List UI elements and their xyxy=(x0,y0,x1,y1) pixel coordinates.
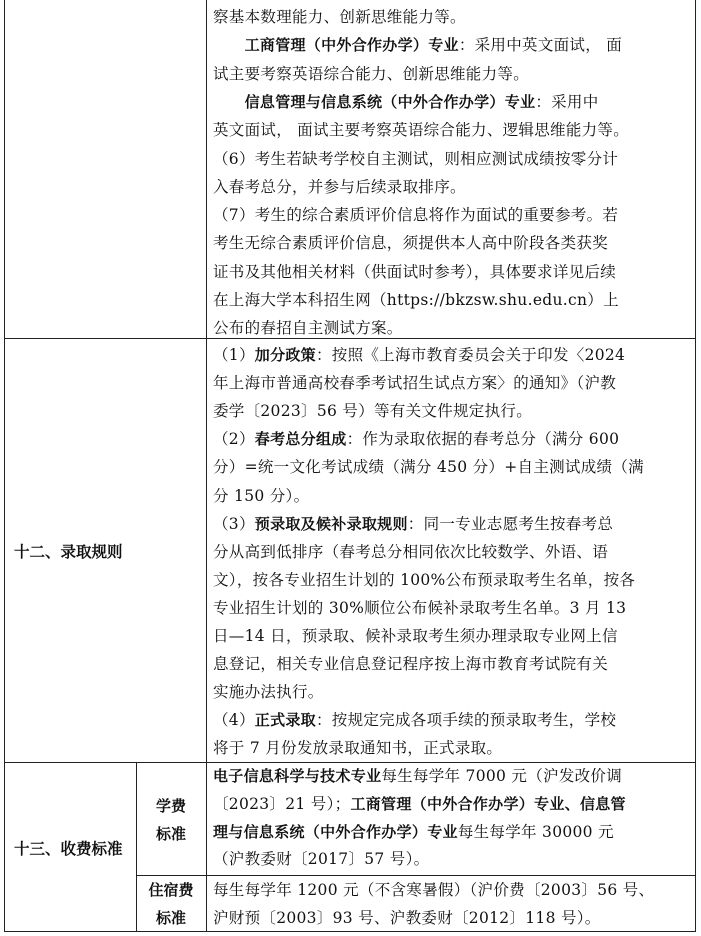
text-run: 每生每学年 1200 元（不含寒暑假）（沪价费〔2003〕56 号、 xyxy=(213,881,655,899)
text-run: （2） xyxy=(213,430,255,449)
text-run: 年上海市普通高校春季考试招生试点方案〉的通知》（沪教 xyxy=(213,374,617,393)
text-run: 日—14 日，预录取、候补录取考生须办理录取专业网上信 xyxy=(213,627,618,645)
text-line xyxy=(213,398,532,425)
text-line xyxy=(213,4,466,31)
text-line xyxy=(213,202,618,229)
text-line xyxy=(213,819,614,846)
text-run: 察基本数理能力、创新思维能力等。 xyxy=(213,8,466,26)
text-line xyxy=(213,454,644,481)
section-13-heading: 十三、收费标准 xyxy=(14,840,123,858)
text-line xyxy=(213,511,613,538)
bold-term: 电子信息科学与技术专业 xyxy=(213,767,382,785)
tuition-label-line: 标准 xyxy=(155,825,186,843)
text-line xyxy=(213,567,635,594)
text-line xyxy=(213,89,599,116)
text-run: 在上海大学本科招生网（https://bkzsw.shu.edu.cn）上 xyxy=(213,291,619,309)
text-run: 委学〔2023〕56 号）等有关文件规定执行。 xyxy=(213,402,532,421)
text-run: 证书及其他相关材料（供面试时参考），具体要求详见后续 xyxy=(213,262,617,281)
text-run: 专业招生计划的 30%顺位公布候补录取考生名单。3 月 13 xyxy=(213,598,627,617)
text-run: （7）考生的综合素质评价信息将作为面试的重要参考。若 xyxy=(213,206,619,225)
text-run: （3） xyxy=(213,514,255,533)
text-run: 分从高到低排序（春考总分相同依次比较数学、外语、语 xyxy=(213,542,609,561)
text-line xyxy=(213,117,629,144)
text-run: ：采用中 xyxy=(535,92,599,111)
text-line xyxy=(213,651,608,678)
text-line xyxy=(213,791,626,818)
text-line xyxy=(213,32,622,59)
text-run: ：按照《上海市教育委员会关于印发〈2024 xyxy=(315,346,626,364)
text-run: 息登记，相关专业信息登记程序按上海市教育考试院有关 xyxy=(213,655,609,674)
text-line xyxy=(213,259,616,286)
bold-term: 工商管理（中外合作办学）专业 xyxy=(244,36,459,55)
text-run: 〔2023〕21 号）； xyxy=(213,794,351,813)
text-line xyxy=(213,846,429,873)
text-run: （沪教委财〔2017〕57 号）。 xyxy=(213,850,430,869)
text-run: ：按规定完成各项手续的预录取考生，学校 xyxy=(315,711,617,730)
table-right-border xyxy=(695,0,696,932)
bold-term: 信息管理与信息系统（中外合作办学）专业 xyxy=(244,92,536,111)
text-run: 公布的春招自主测试方案。 xyxy=(213,319,403,338)
text-line xyxy=(213,623,618,650)
text-line xyxy=(213,707,616,734)
text-line xyxy=(213,174,466,201)
text-line xyxy=(213,370,616,397)
text-line xyxy=(213,877,654,904)
housing-label xyxy=(141,876,201,932)
text-run: 分 150 分）。 xyxy=(213,486,310,505)
tuition-label xyxy=(141,792,201,848)
text-line xyxy=(213,483,309,510)
text-run: 试主要考察英语综合能力、创新思维能力等。 xyxy=(213,64,530,83)
text-run: 分）=统一文化考试成绩（满分 450 分）+自主测试成绩（满 xyxy=(213,458,644,477)
text-run: ：同一专业志愿考生按春考总 xyxy=(407,514,614,533)
bold-term: 预录取及候补录取规则 xyxy=(254,514,408,533)
text-line xyxy=(213,539,608,566)
text-run: 每生每学年 7000 元（沪发改价调 xyxy=(381,767,623,785)
row-divider xyxy=(136,875,696,876)
text-run: 英文面试， 面试主要考察英语综合能力、逻辑思维能力等。 xyxy=(213,121,630,140)
text-line xyxy=(213,735,502,762)
column-divider xyxy=(206,0,207,932)
text-run: 沪财预〔2003〕93 号、沪教委财〔2012〕118 号）。 xyxy=(213,908,601,927)
text-run: （1） xyxy=(213,346,255,364)
text-run xyxy=(213,36,245,54)
housing-label-line: 住宿费 xyxy=(148,881,194,899)
housing-label-line: 标准 xyxy=(155,909,186,927)
text-line xyxy=(213,426,619,453)
bold-term: 加分政策 xyxy=(254,346,316,364)
text-run: 入春考总分，并参与后续录取排序。 xyxy=(213,177,466,196)
text-line xyxy=(213,342,625,369)
text-run: 实施办法执行。 xyxy=(213,683,324,702)
text-line xyxy=(213,315,403,342)
table-left-border xyxy=(4,0,5,932)
tuition-label-line: 学费 xyxy=(155,797,186,815)
subcolumn-divider xyxy=(136,762,137,932)
text-run: 每生每学年 30000 元 xyxy=(457,822,614,841)
text-run: ：采用中英文面试， 面 xyxy=(458,36,623,55)
text-line xyxy=(213,287,619,314)
text-line xyxy=(213,146,618,173)
section-12-heading: 十二、录取规则 xyxy=(14,543,123,561)
bold-term: 春考总分组成 xyxy=(254,430,347,449)
text-run: （4） xyxy=(213,711,255,730)
text-line xyxy=(213,61,529,88)
bold-term: 工商管理（中外合作办学）专业、信息管 xyxy=(350,794,626,813)
bold-term: 正式录取 xyxy=(254,711,316,730)
bold-term: 理与信息系统（中外合作办学）专业 xyxy=(213,822,458,841)
text-line xyxy=(213,230,608,257)
text-run xyxy=(213,93,245,111)
text-run: 文），按各专业招生计划的 100%公布预录取考生名单，按各 xyxy=(213,570,636,589)
text-run: 考生无综合素质评价信息，须提供本人高中阶段各类获奖 xyxy=(213,234,609,253)
text-run: 将于 7 月份发放录取通知书，正式录取。 xyxy=(213,739,503,758)
text-line xyxy=(213,679,324,706)
text-line xyxy=(213,905,601,932)
text-line xyxy=(213,763,622,790)
text-run: （6）考生若缺考学校自主测试，则相应测试成绩按零分计 xyxy=(213,149,619,168)
text-run: ：作为录取依据的春考总分（满分 600 xyxy=(346,430,620,449)
text-line xyxy=(213,595,626,622)
